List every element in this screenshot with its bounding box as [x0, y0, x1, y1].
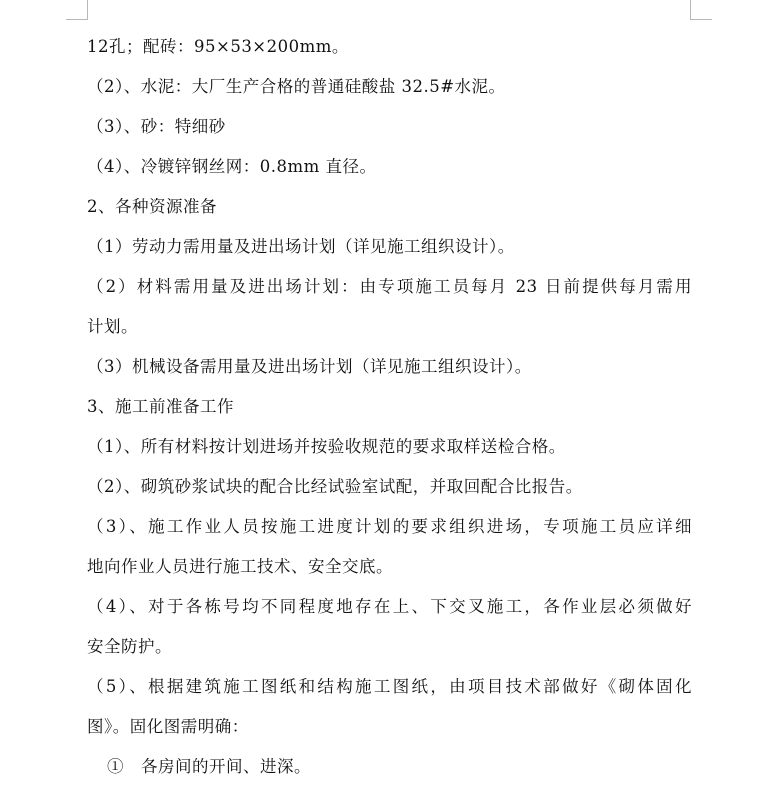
margin-mark-top-left	[87, 0, 88, 20]
text-line: （3）、施工作业人员按施工进度计划的要求组织进场，专项施工员应详细	[87, 517, 692, 536]
section-heading: 3、施工前准备工作	[87, 397, 234, 416]
text-line: 安全防护。	[87, 637, 172, 656]
text-line: （3）机械设备需用量及进出场计划（详见施工组织设计）。	[87, 357, 532, 376]
margin-mark-top-right-h	[691, 19, 712, 20]
text-line: （2）材料需用量及进出场计划：由专项施工员每月 23 日前提供每月需用	[87, 277, 692, 296]
text-line: （1）劳动力需用量及进出场计划（详见施工组织设计）。	[87, 237, 515, 256]
list-item: ① 各房间的开间、进深。	[107, 757, 311, 776]
margin-mark-top-left-h	[66, 19, 87, 20]
text-line: （2）、砌筑砂浆试块的配合比经试验室试配，并取回配合比报告。	[87, 477, 583, 496]
document-body	[87, 27, 692, 787]
text-line: （4）、对于各栋号均不同程度地存在上、下交叉施工，各作业层必须做好	[87, 597, 692, 616]
text-line: 图》。固化图需明确：	[87, 717, 249, 736]
text-line: （2）、水泥：大厂生产合格的普通硅酸盐 32.5#水泥。	[87, 77, 506, 96]
section-heading: 2、各种资源准备	[87, 197, 217, 216]
text-line: 计划。	[87, 317, 138, 336]
text-line: 地向作业人员进行施工技术、安全交底。	[87, 557, 393, 576]
text-line: （3）、砂：特细砂	[87, 117, 226, 136]
margin-mark-top-right	[690, 0, 691, 20]
text-line: 12孔；配砖：95×53×200mm。	[87, 37, 349, 56]
text-line: （4）、冷镀锌钢丝网：0.8mm 直径。	[87, 157, 377, 176]
text-line: （5）、根据建筑施工图纸和结构施工图纸，由项目技术部做好《砌体固化	[87, 677, 692, 696]
text-line: （1）、所有材料按计划进场并按验收规范的要求取样送检合格。	[87, 437, 566, 456]
